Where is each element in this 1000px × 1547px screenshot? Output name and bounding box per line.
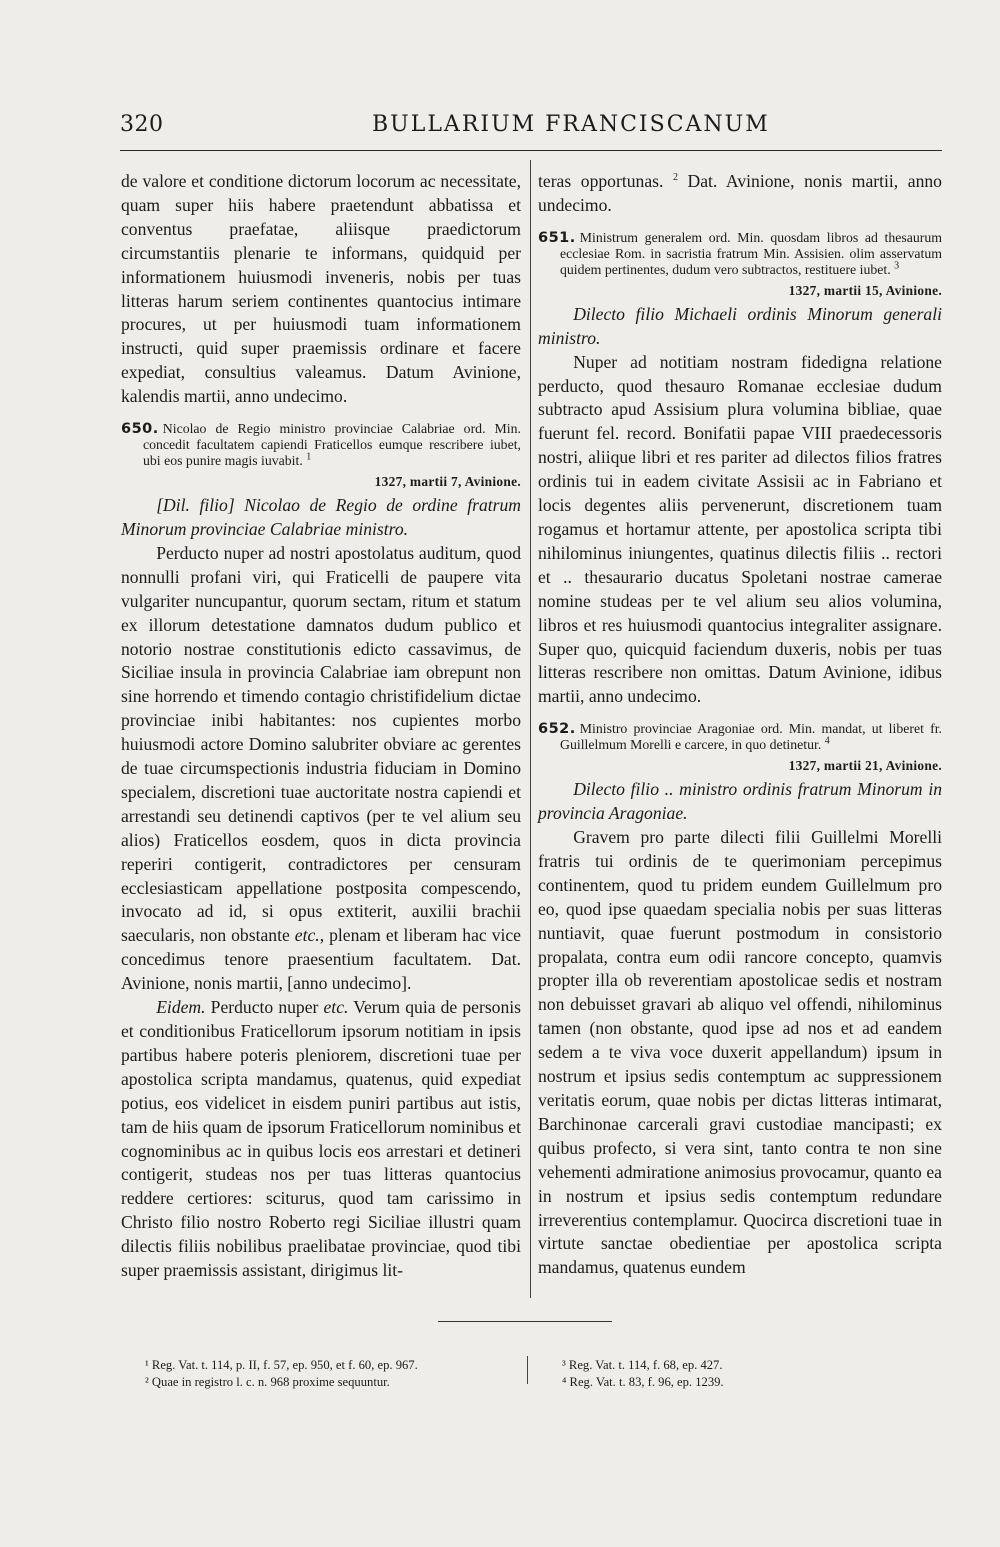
etc-abbrev: etc. [294, 925, 320, 946]
footnote-2: ² Quae in registro l. c. n. 968 proxime sequuntur. [145, 1374, 390, 1389]
document-652-address: Dilecto filio .. ministro ordinis fratrum Minorum in provincia Aragoniae. [538, 779, 942, 824]
continued-paragraph: de valore et conditione dictorum locorum ac necessitate, quam super hiis habere praetendunt abbatissa et conventus praefatae, aliisque praedictorum circumstantiis plenarie te informans, quidquid per informationem huiusmodi inveneris, nobis per tuas litteras harum seriem continentes quantocius intimare procures, ut per huiusmodi tuam informationem instructi, quid super praemissis ordinare et facere expediat, consultius valeamus. Datum Avinione, kalendis martii, anno undecimo. [121, 171, 521, 407]
footnote-divider [527, 1356, 528, 1384]
summary-text: Ministrum generalem ord. Min. quosdam libros ad thesaurum ecclesiae Rom. in sacristia fratrum Min. Assisien. olim asservatum quidem pertinentes, dudum vero subtractos, restituere iubet. [560, 229, 942, 277]
page-header [120, 112, 940, 148]
document-652-body: Gravem pro parte dilecti filii Guillelmi Morelli fratris tui ordinis de te querimoniam percepimus continentem, quod tu pridem eundem Guillelmum pro eo, quod ipse quaedam specialia nobis per suas litteras nuntiavit, quae fuerunt postmodum in consistorio propalata, contra eum odii rancore concepto, quamvis propter illa ob reverentiam apostolicae sedis et nostram non debuisset gravari ab aliquo vel offendi, nihilominus tamen (non obstante, quod ipse ad nos et ad eandem sedem a te viva voce duxerit appellandum) ipsum in nostrum et ipsius sedis contemptum ac suppressionem veritatis eorum, quae nobis per dictas litteras intimarat, Barchinonae carcerali gravi custodiae mancipasti; ex quibus profecto, si vera sint, tanto contra te non sine vehementi admiratione animosius provocamur, quanto ea in nostrum et ipsius sedis contemptum redundare irreverentius contemplamur. Quocirca discretioni tuae in virtute sanctae obedientiae per apostolica scripta mandamus, quatenus eundem [538, 827, 942, 1278]
eidem-label: Eidem. [156, 997, 206, 1018]
footnotes-right [562, 1357, 942, 1390]
footnote-4: ⁴ Reg. Vat. t. 83, f. 96, ep. 1239. [562, 1374, 724, 1389]
header-rule [120, 150, 942, 151]
document-number: 651. [538, 229, 576, 246]
column-divider [530, 160, 531, 1298]
summary-text: Ministro provinciae Aragoniae ord. Min. mandat, ut liberet fr. Guillelmum Morelli e carcere, in quo detinetur. [560, 721, 942, 753]
footnote-rule [438, 1321, 612, 1322]
etc-abbrev: etc. [323, 997, 349, 1018]
summary-text: Nicolao de Regio ministro provinciae Calabriae ord. Min. concedit facultatem capiendi Fraticellos eumque rescribere iubet, ubi eos punire magis iuvabit. [143, 421, 521, 469]
footnote-mark: 1 [306, 451, 312, 463]
document-number: 650. [121, 421, 159, 438]
document-650-address: [Dil. filio] Nicolao de Regio de ordine fratrum Minorum provinciae Calabriae ministro. [121, 495, 521, 539]
document-650-body [121, 542, 521, 996]
right-column [538, 170, 942, 1280]
footnote-mark: 2 [672, 172, 678, 184]
body-text-end: , plenam et liberam hac vice concedimus tenore praesentium facultatem. Dat. Avinione, nonis martii, [anno undecimo]. [121, 925, 521, 994]
footnote-mark: 3 [894, 260, 900, 272]
cont-text-end: Dat. Avinione, nonis martii, anno undecimo. [538, 171, 942, 215]
footnote-1: ¹ Reg. Vat. t. 114, p. II, f. 57, ep. 950, et f. 60, ep. 967. [145, 1358, 418, 1372]
eidem-incipit: Perducto nuper [205, 997, 324, 1018]
body-text: Perducto nuper ad nostri apostolatus auditum, quod nonnulli profani viri, qui Fraticelli de paupere vita vulgariter nuncupantur, quorum sectam, ritum et statum ex illorum detestatione damnatos dudum publico et notorio nostrae constitutionis edicto cassavimus, de Siciliae insula in provincia Calabriae iam obrepunt non sine horrendo et timendo contagio christifidelium dictae provinciae inibi habitantes: nos cupientes morbo huiusmodi actore Domino salubriter obviare ac gerentes de tuae circumspectionis industria fiduciam in Domino specialem, discretioni tuae auctoritate nostra capiendi et arrestandi seu detinendi captivos (per te vel alium seu alios) Fraticellos eosdem, quos in dicta provincia reperiri contigerit, contradictores per censuram ecclesiasticam appellatione postposita compescendo, invocato ad id, si opus extiterit, auxilii brachii saecularis, non obstante [121, 542, 521, 946]
footnote-mark: 4 [824, 735, 830, 747]
document-652-date: 1327, martii 21, Avinione. [788, 758, 942, 774]
document-651-date: 1327, martii 15, Avinione. [788, 282, 942, 298]
document-652-summary [538, 721, 942, 753]
document-651-summary [538, 230, 942, 278]
document-650-eidem [121, 996, 521, 1283]
footnotes-left [145, 1357, 520, 1390]
continued-paragraph [538, 170, 942, 218]
document-number: 652. [538, 721, 576, 738]
document-650-summary [121, 421, 521, 469]
document-651-body: Nuper ad notitiam nostram fidedigna relatione perducto, quod thesauro Romanae ecclesiae dudum subtracto apud Assisium plura volumina bibliae, quae fuerunt fel. record. Bonifatii papae VIII praedecessoris nostri, aliique libri et res pariter ad dilectos filios fratres ordinis tui in eadem civitate Assisii ac in Fabriano et locis degentes aliis pervenerunt, discretionem tuam rogamus et hortamur attente, per apostolica scripta tibi nihilominus iniungentes, quatinus dilectis filiis .. rectori et .. thesaurario ducatus Spoletani nostrae camerae nomine studeas per te vel alium seu alios volumina, libros et res huiusmodi quantocius integraliter assignare. Super quo, quicquid faciendum duxeris, nobis per tuas litteras rescribere non omittas. Datum Avinione, idibus martii, anno undecimo. [538, 351, 942, 707]
cont-text: teras opportunas. [538, 171, 664, 191]
page-number: 320 [120, 112, 164, 137]
document-651-address: Dilecto filio Michaeli ordinis Minorum generali ministro. [538, 303, 942, 348]
footnote-3: ³ Reg. Vat. t. 114, f. 68, ep. 427. [562, 1358, 723, 1372]
eidem-body: Verum quia de personis et conditionibus Fraticellorum ipsorum notitiam in ipsis partibus habere poteris pleniorem, discretioni tuae per apostolica scripta mandamus, quatenus, quid expediat potius, eos videlicet in eisdem puniri partibus aut istis, tam de hiis quam de ipsorum Fraticellorum nominibus et cognominibus ac in quibus locis eos arrestari et detineri contigerit, studeas nos per tuas litteras quantocius reddere certiores: sciturus, quod tam carissimo in Christo filio nostro Roberto regi Siciliae illustri quam dilectis filiis nobilibus praelibatae provinciae, quod tibi super praemissis assistant, dirigimus lit- [121, 997, 521, 1281]
document-650-date: 1327, martii 7, Avinione. [374, 474, 521, 490]
left-column [121, 170, 521, 1283]
running-title: BULLARIUM FRANCISCANUM [372, 112, 770, 137]
